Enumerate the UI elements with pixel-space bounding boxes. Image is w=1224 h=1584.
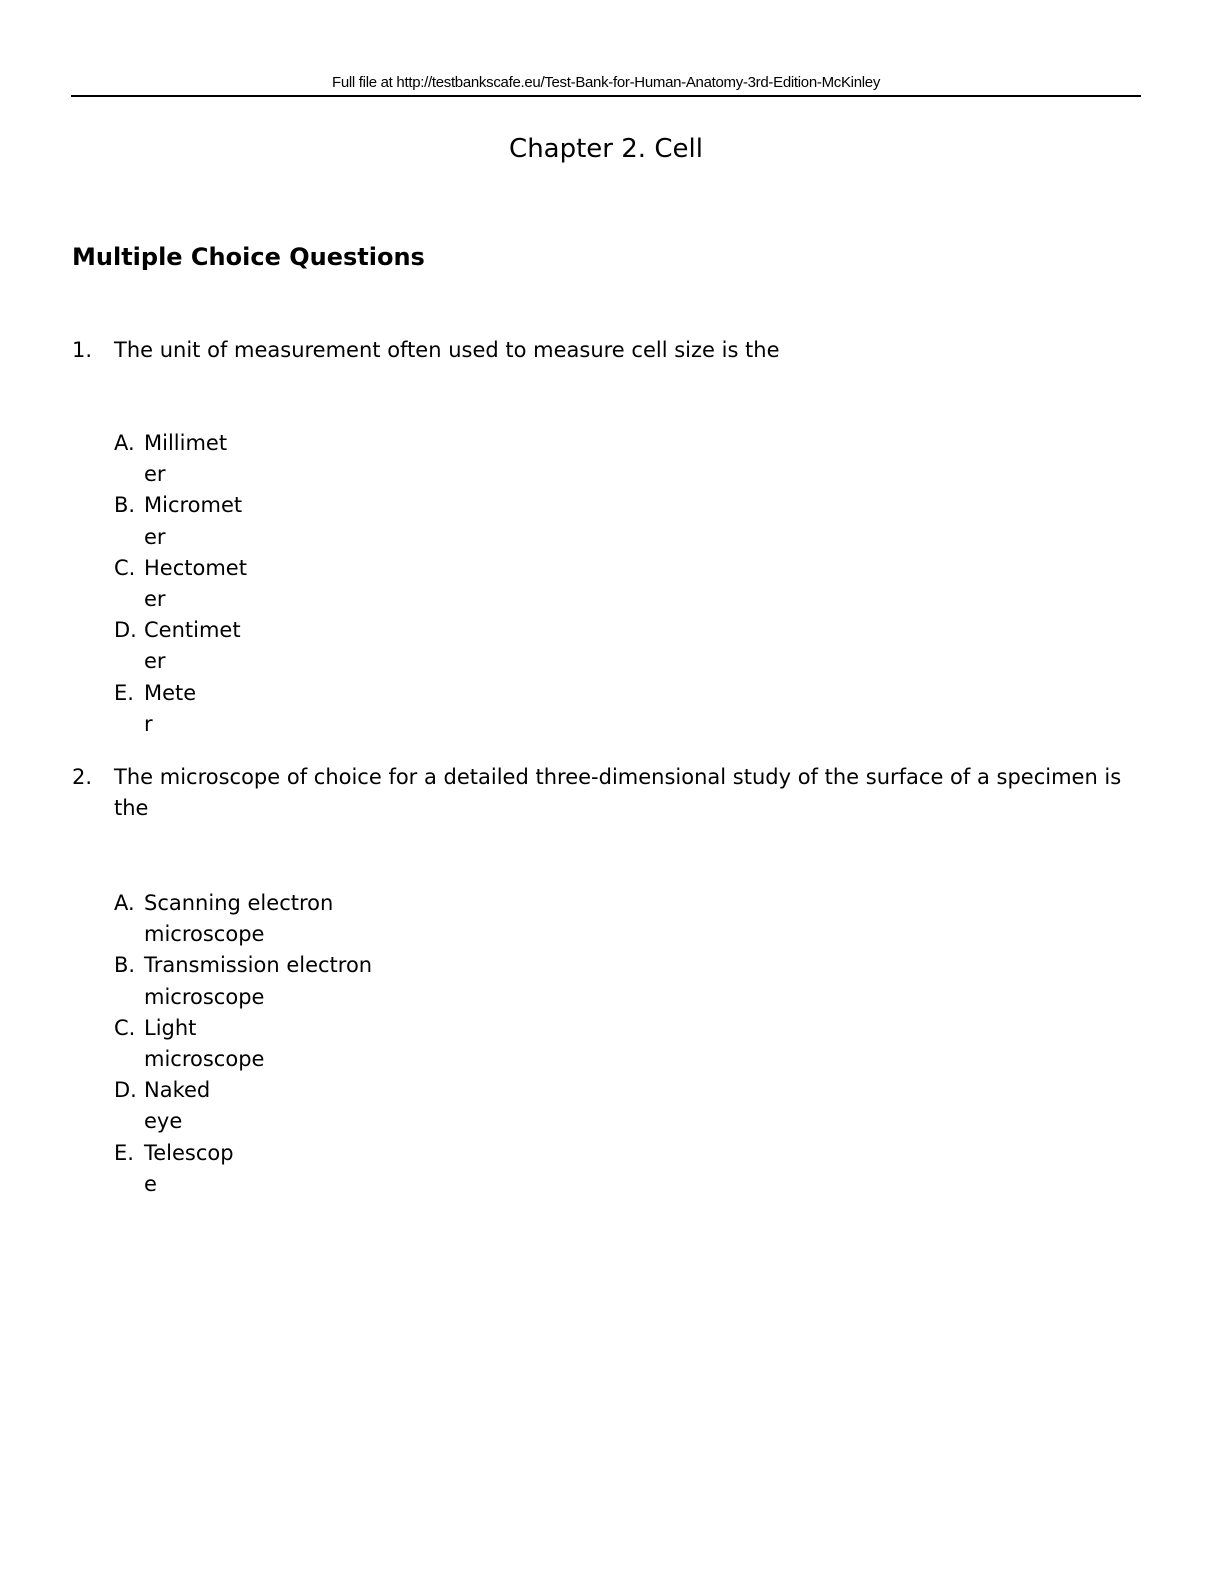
option-a [114, 428, 247, 490]
option-letter: A. [114, 891, 135, 915]
option-e [114, 1138, 372, 1200]
option-text-line-1: Millimet [144, 431, 228, 455]
question-1 [72, 335, 1132, 366]
option-c [114, 1013, 372, 1075]
option-text-line-1: Telescop [144, 1140, 234, 1165]
option-letter: A. [114, 431, 135, 455]
option-letter: E. [114, 680, 134, 705]
question-number: 1. [72, 338, 93, 362]
option-text-line-2: er [144, 524, 166, 549]
question-number: 2. [72, 765, 93, 789]
option-text-line-1: Transmission electron [144, 953, 373, 978]
question-2-options [114, 888, 372, 1200]
option-text-line-2: microscope [144, 922, 265, 947]
header-divider [71, 95, 1141, 97]
option-text-line-1: Scanning electron [144, 891, 334, 915]
option-text-line-2: eye [144, 1109, 183, 1134]
option-letter: C. [114, 1015, 136, 1040]
option-text-line-2: er [144, 462, 166, 487]
option-text-line-1: Micromet [144, 493, 243, 518]
option-text-line-2: microscope [144, 1047, 265, 1072]
option-letter: D. [114, 618, 137, 643]
option-b [114, 950, 372, 1012]
option-a [114, 888, 372, 950]
option-e [114, 678, 247, 740]
option-letter: E. [114, 1140, 134, 1165]
option-d [114, 1075, 372, 1137]
option-letter: B. [114, 493, 136, 518]
section-heading: Multiple Choice Questions [72, 243, 425, 271]
chapter-title: Chapter 2. Cell [509, 134, 703, 164]
question-text: The unit of measurement often used to measure cell size is the [114, 338, 780, 362]
option-text-line-2: er [144, 587, 166, 612]
header-source-url: Full file at http://testbankscafe.eu/Test-Bank-for-Human-Anatomy-3rd-Edition-McKinley [331, 74, 881, 91]
question-text: The microscope of choice for a detailed three-dimensional study of the surface of a specimen is the [114, 765, 1122, 820]
question-2 [72, 762, 1132, 824]
option-text-line-1: Hectomet [144, 555, 247, 580]
option-text-line-1: Mete [144, 680, 197, 705]
option-text-line-2: microscope [144, 984, 265, 1009]
option-letter: D. [114, 1078, 137, 1103]
option-d [114, 615, 247, 677]
option-text-line-1: Naked [144, 1078, 211, 1103]
option-b [114, 490, 247, 552]
question-1-options [114, 428, 247, 740]
option-text-line-2: r [144, 711, 153, 736]
option-text-line-1: Centimet [144, 618, 241, 643]
option-text-line-2: er [144, 649, 166, 674]
option-letter: C. [114, 555, 136, 580]
option-text-line-1: Light [144, 1015, 197, 1040]
option-text-line-2: e [144, 1171, 157, 1196]
option-c [114, 553, 247, 615]
option-letter: B. [114, 953, 136, 978]
